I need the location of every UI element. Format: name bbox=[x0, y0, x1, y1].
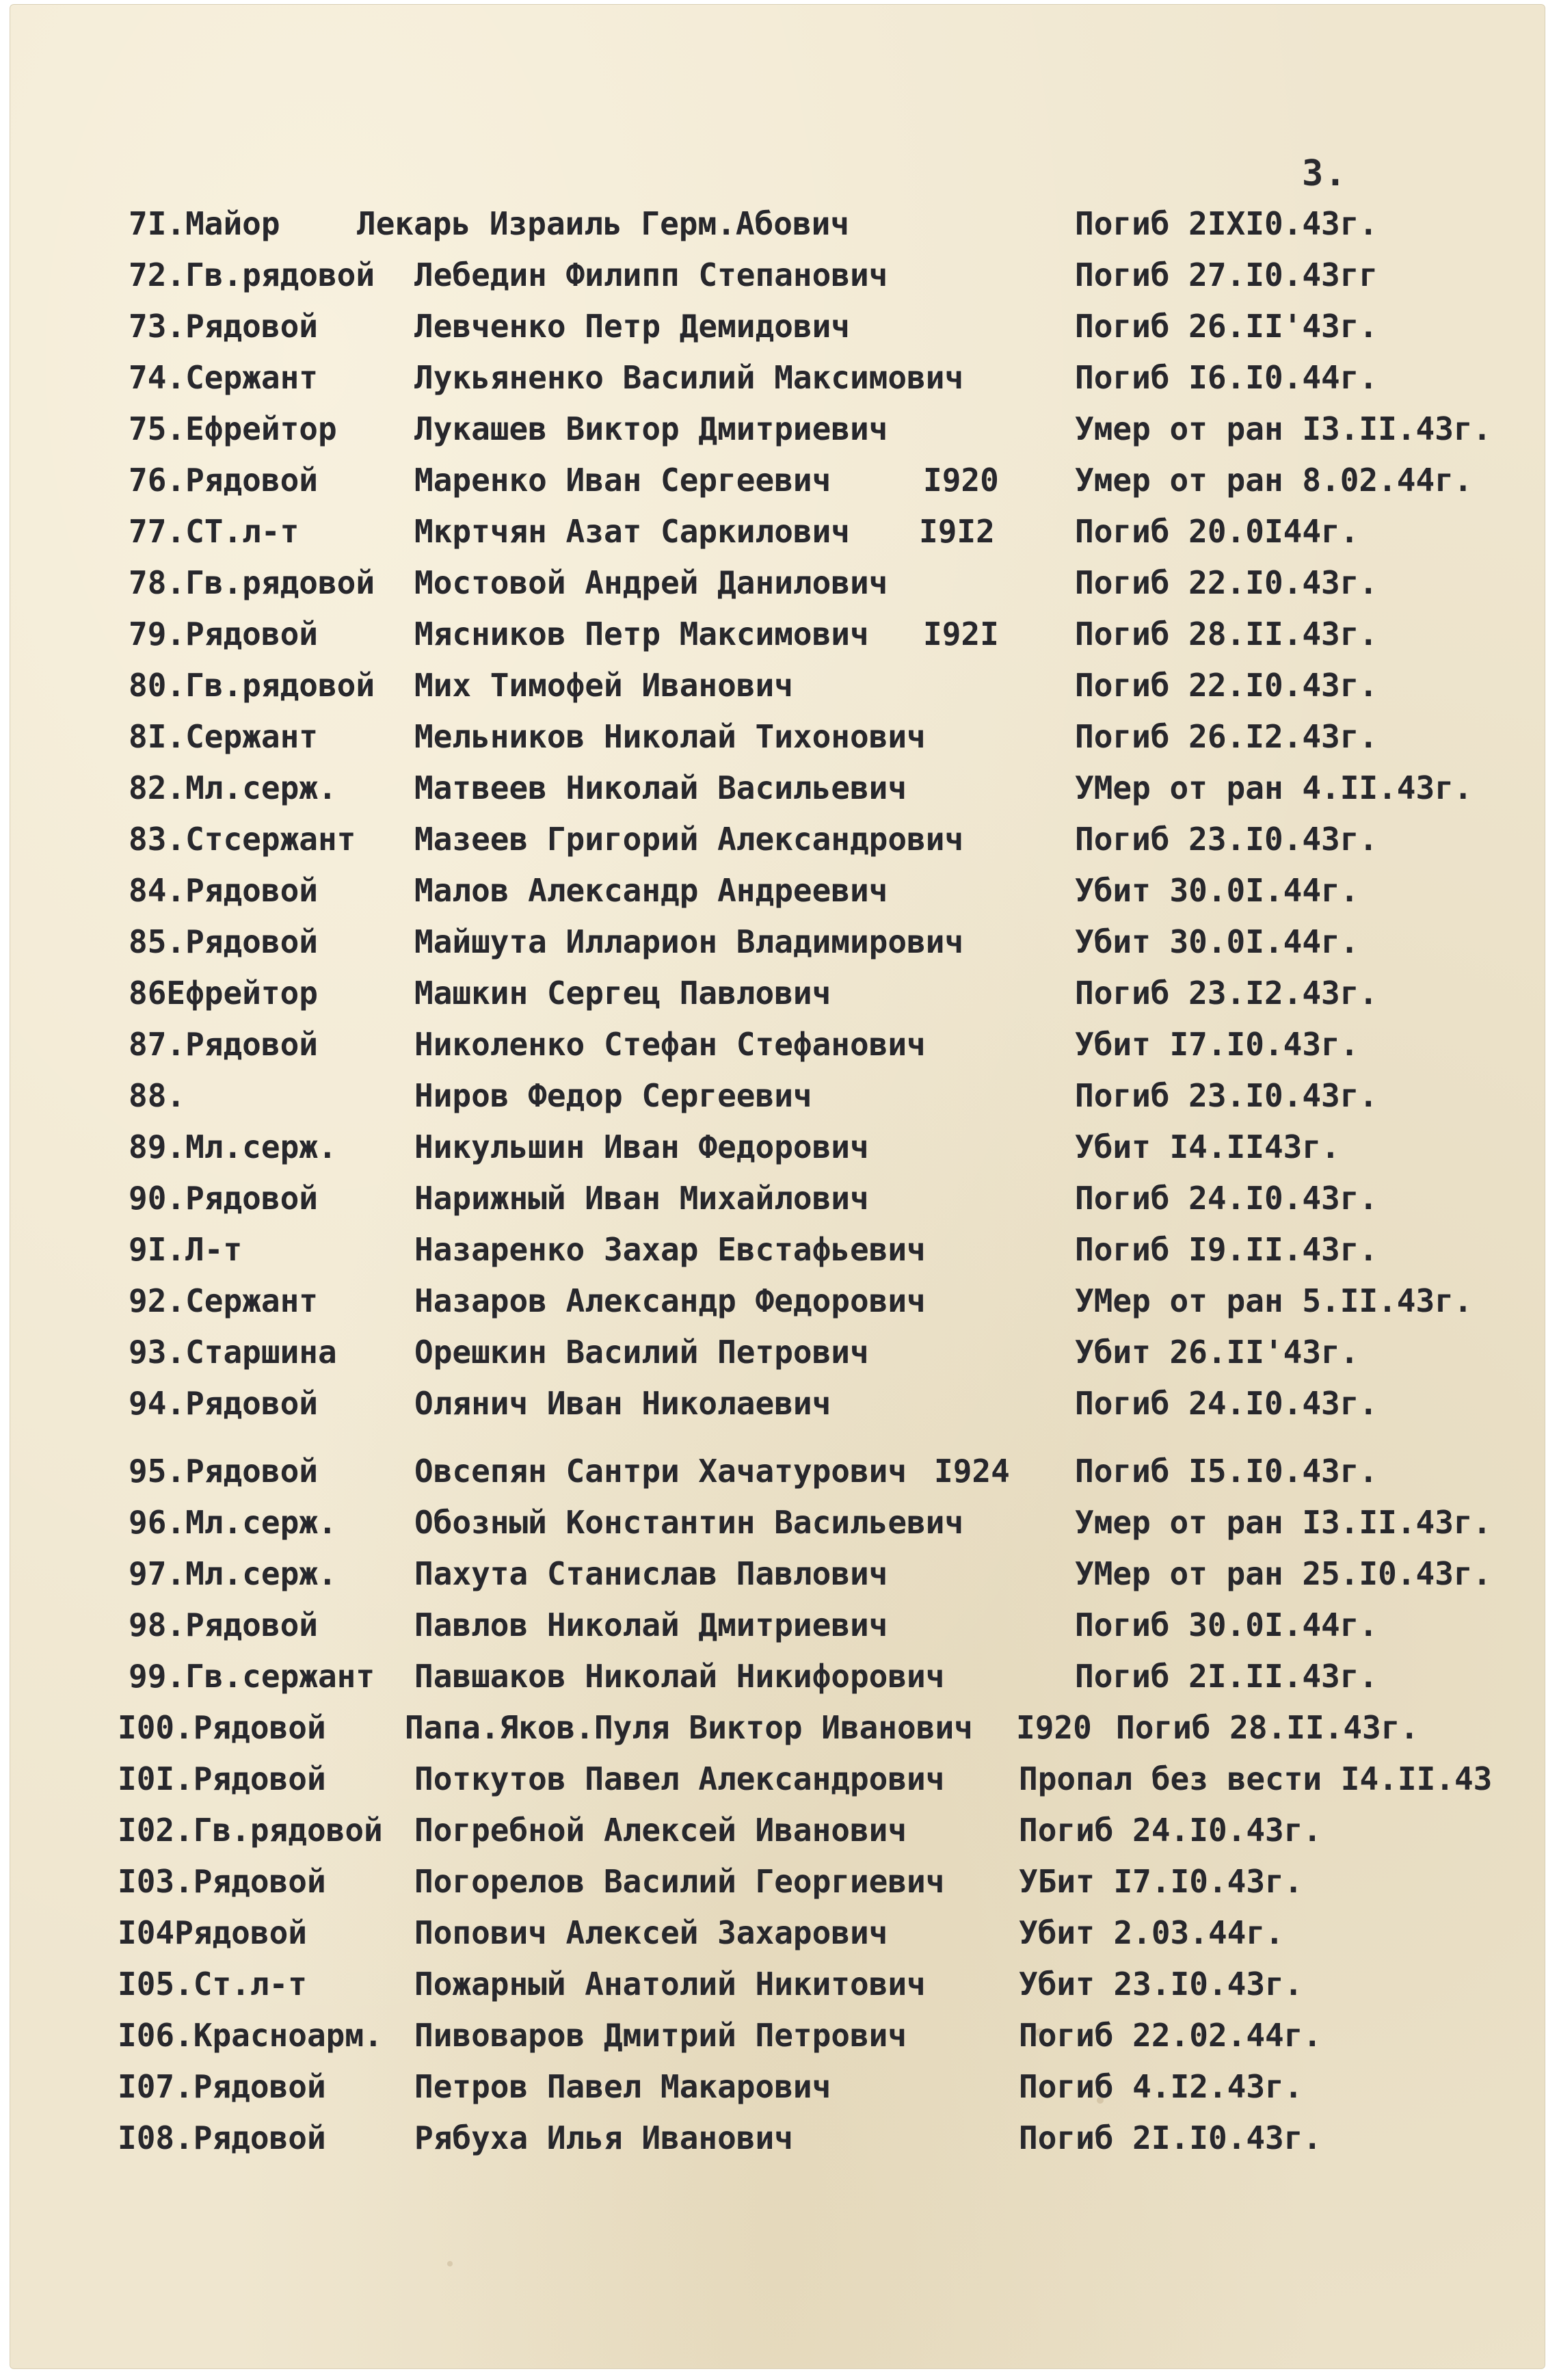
list-item bbox=[0, 1907, 1559, 1959]
entry-rank: Рядовой bbox=[193, 2119, 326, 2156]
entry-status: УБит I7.I0.43г. bbox=[1019, 1863, 1303, 1900]
list-item bbox=[0, 814, 1559, 865]
entry-rank: Мл.серж. bbox=[185, 1504, 337, 1541]
entry-full-name: Мостовой Андрей Данилович bbox=[414, 564, 888, 601]
list-item bbox=[0, 1497, 1559, 1548]
entry-number-rank bbox=[118, 2113, 326, 2164]
entry-status: Умер от ран 8.02.44г. bbox=[1075, 462, 1473, 499]
entry-number-rank bbox=[129, 250, 375, 301]
list-item bbox=[0, 1651, 1559, 1702]
entry-number-rank bbox=[118, 1754, 326, 1805]
list-item bbox=[0, 404, 1559, 455]
entry-full-name: Лукашев Виктор Дмитриевич bbox=[414, 410, 888, 447]
entry-number: 72. bbox=[129, 256, 186, 293]
entry-rank: СТ.л-т bbox=[185, 513, 299, 550]
entry-number-rank bbox=[129, 1446, 318, 1497]
entry-status: Погиб 30.0I.44г. bbox=[1075, 1606, 1378, 1643]
entry-full-name: Мазеев Григорий Александрович bbox=[414, 821, 964, 858]
entry-status: Умер от ран I3.II.43г. bbox=[1075, 1504, 1492, 1541]
entry-number-rank bbox=[129, 916, 318, 968]
entry-rank: Рядовой bbox=[193, 1760, 326, 1797]
entry-number-rank bbox=[129, 865, 318, 916]
entry-rank: Мл.серж. bbox=[185, 1128, 337, 1165]
list-item bbox=[0, 1856, 1559, 1907]
entry-status: Погиб 28.II.43г. bbox=[1116, 1709, 1420, 1746]
list-item bbox=[0, 916, 1559, 968]
entry-full-name: Пожарный Анатолий Никитович bbox=[414, 1966, 926, 2002]
entry-full-name: Майшута Илларион Владимирович bbox=[414, 923, 964, 960]
entry-number: I06. bbox=[118, 2017, 194, 2054]
entry-full-name: Назаренко Захар Евстафьевич bbox=[414, 1231, 926, 1268]
entry-status: Погиб 2I.I0.43г. bbox=[1019, 2119, 1322, 2156]
entry-number-rank bbox=[129, 557, 375, 609]
entry-status: Погиб 22.02.44г. bbox=[1019, 2017, 1322, 2054]
entry-number: 85. bbox=[129, 923, 186, 960]
entry-full-name: Лукьяненко Василий Максимович bbox=[414, 359, 964, 396]
entry-number-rank bbox=[129, 455, 318, 506]
entry-full-name: Маренко Иван Сергеевич bbox=[414, 462, 831, 499]
list-item bbox=[0, 1019, 1559, 1070]
entry-rank: Мл.серж. bbox=[185, 769, 337, 806]
list-item bbox=[0, 1600, 1559, 1651]
entry-number: 73. bbox=[129, 308, 186, 345]
list-item bbox=[0, 2113, 1559, 2164]
entry-status: Погиб 2IXI0.43г. bbox=[1075, 205, 1378, 242]
entry-number-rank bbox=[118, 1702, 326, 1754]
entry-number: 93. bbox=[129, 1334, 186, 1371]
entry-number: 87. bbox=[129, 1026, 186, 1063]
entry-status: Погиб I9.II.43г. bbox=[1075, 1231, 1378, 1268]
entry-rank: Рядовой bbox=[193, 1863, 326, 1900]
entry-status: Погиб 24.I0.43г. bbox=[1075, 1385, 1378, 1422]
entry-full-name: Петров Павел Макарович bbox=[414, 2068, 831, 2105]
entry-number: 82. bbox=[129, 769, 186, 806]
list-item bbox=[0, 352, 1559, 404]
entry-status: УМер от ран 5.II.43г. bbox=[1075, 1282, 1473, 1319]
entry-number-rank bbox=[129, 1224, 242, 1275]
list-item bbox=[0, 1805, 1559, 1856]
entry-birth-year: I920 bbox=[923, 462, 999, 499]
entry-status: Погиб 20.0I44г. bbox=[1075, 513, 1359, 550]
entry-rank: Рядовой bbox=[185, 1453, 318, 1490]
entry-rank: Рядовой bbox=[193, 2068, 326, 2105]
entry-full-name: Папа.Яков.Пуля Виктор Иванович bbox=[405, 1709, 973, 1746]
entry-number: I02. bbox=[118, 1812, 194, 1849]
entry-number: 80. bbox=[129, 667, 186, 704]
entry-full-name: Мельников Николай Тихонович bbox=[414, 718, 926, 755]
entry-full-name: Малов Александр Андреевич bbox=[414, 872, 888, 909]
entry-full-name: Никульшин Иван Федорович bbox=[414, 1128, 869, 1165]
entry-birth-year: I920 bbox=[1016, 1709, 1092, 1746]
entry-status: Погиб I5.I0.43г. bbox=[1075, 1453, 1378, 1490]
entry-rank: Рядовой bbox=[174, 1914, 307, 1951]
entry-number-rank bbox=[129, 1651, 375, 1702]
entry-number-rank bbox=[129, 1122, 337, 1173]
entry-number: 99. bbox=[129, 1658, 186, 1695]
entry-rank: Гв.рядовой bbox=[193, 1812, 383, 1849]
entry-rank: Ст.л-т bbox=[193, 1966, 307, 2002]
entry-status: Убит I7.I0.43г. bbox=[1075, 1026, 1359, 1063]
entry-full-name: Поткутов Павел Александрович bbox=[414, 1760, 945, 1797]
entry-status: Убит 23.I0.43г. bbox=[1019, 1966, 1303, 2002]
entry-status: Погиб 26.I2.43г. bbox=[1075, 718, 1378, 755]
entry-status: Погиб 22.I0.43г. bbox=[1075, 667, 1378, 704]
entry-number: 83. bbox=[129, 821, 186, 858]
entry-number: 9I. bbox=[129, 1231, 186, 1268]
entry-full-name: Мих Тимофей Иванович bbox=[414, 667, 793, 704]
entry-number: 86 bbox=[129, 975, 167, 1012]
list-item bbox=[0, 1224, 1559, 1275]
entry-rank: Гв.сержант bbox=[185, 1658, 375, 1695]
entry-number-rank bbox=[118, 1805, 383, 1856]
entry-full-name: Обозный Константин Васильевич bbox=[414, 1504, 964, 1541]
list-item bbox=[0, 1122, 1559, 1173]
entry-status: Убит 2.03.44г. bbox=[1019, 1914, 1284, 1951]
entry-full-name: Лекарь Израиль Герм.Абович bbox=[357, 205, 850, 242]
list-item bbox=[0, 609, 1559, 660]
entry-full-name: Погребной Алексей Иванович bbox=[414, 1812, 907, 1849]
list-item bbox=[0, 1548, 1559, 1600]
entry-number: 94. bbox=[129, 1385, 186, 1422]
list-item bbox=[0, 763, 1559, 814]
entry-status: Погиб 23.I0.43г. bbox=[1075, 1077, 1378, 1114]
entry-number: 89. bbox=[129, 1128, 186, 1165]
entry-number-rank bbox=[129, 1275, 318, 1327]
entry-status: Убит 30.0I.44г. bbox=[1075, 872, 1359, 909]
entry-status: Погиб I6.I0.44г. bbox=[1075, 359, 1378, 396]
entry-rank: Рядовой bbox=[185, 923, 318, 960]
list-item bbox=[0, 506, 1559, 557]
entry-rank: Рядовой bbox=[185, 1180, 318, 1217]
entry-full-name: Назаров Александр Федорович bbox=[414, 1282, 926, 1319]
entry-number: 92. bbox=[129, 1282, 186, 1319]
entry-number: 96. bbox=[129, 1504, 186, 1541]
entry-full-name: Орешкин Василий Петрович bbox=[414, 1334, 869, 1371]
entry-full-name: Мясников Петр Максимович bbox=[414, 616, 869, 652]
entry-rank: Майор bbox=[185, 205, 280, 242]
list-item bbox=[0, 1070, 1559, 1122]
entry-full-name: Попович Алексей Захарович bbox=[414, 1914, 888, 1951]
entry-number-rank bbox=[118, 2010, 383, 2061]
entry-rank: Сержант bbox=[185, 718, 318, 755]
entry-birth-year: I9I2 bbox=[919, 513, 995, 550]
list-item bbox=[0, 198, 1559, 250]
entry-rank: Ефрейтор bbox=[166, 975, 318, 1012]
entry-number: I05. bbox=[118, 1966, 194, 2002]
entry-full-name: Николенко Стефан Стефанович bbox=[414, 1026, 926, 1063]
entry-rank: Мл.серж. bbox=[185, 1555, 337, 1592]
entry-number: 95. bbox=[129, 1453, 186, 1490]
list-item bbox=[0, 557, 1559, 609]
list-item bbox=[0, 250, 1559, 301]
list-item bbox=[0, 865, 1559, 916]
entry-number-rank bbox=[129, 404, 337, 455]
casualty-list bbox=[0, 198, 1559, 2164]
entry-number: I07. bbox=[118, 2068, 194, 2105]
entry-number: 98. bbox=[129, 1606, 186, 1643]
entry-number-rank bbox=[129, 711, 318, 763]
entry-birth-year: I92I bbox=[923, 616, 999, 652]
entry-number: I0I. bbox=[118, 1760, 194, 1797]
entry-rank: Гв.рядовой bbox=[185, 667, 375, 704]
entry-rank: Гв.рядовой bbox=[185, 256, 375, 293]
entry-number: 90. bbox=[129, 1180, 186, 1217]
entry-status: УМер от ран 25.I0.43г. bbox=[1075, 1555, 1492, 1592]
entry-number-rank bbox=[129, 1070, 185, 1122]
entry-number: 76. bbox=[129, 462, 186, 499]
entry-status: Погиб 2I.II.43г. bbox=[1075, 1658, 1378, 1695]
entry-number: I03. bbox=[118, 1863, 194, 1900]
entry-number-rank bbox=[118, 1959, 307, 2010]
entry-rank: Рядовой bbox=[185, 308, 318, 345]
page-number: 3. bbox=[1302, 153, 1348, 194]
entry-number: 97. bbox=[129, 1555, 186, 1592]
list-item bbox=[0, 2061, 1559, 2113]
list-item bbox=[0, 1446, 1559, 1497]
entry-full-name: Пахута Станислав Павлович bbox=[414, 1555, 888, 1592]
list-item bbox=[0, 2010, 1559, 2061]
entry-number: 88. bbox=[129, 1077, 186, 1114]
entry-status: Погиб 4.I2.43г. bbox=[1019, 2068, 1303, 2105]
entry-number-rank bbox=[129, 1327, 337, 1378]
entry-status: Убит I4.II43г. bbox=[1075, 1128, 1340, 1165]
entry-full-name: Нарижный Иван Михайлович bbox=[414, 1180, 869, 1217]
entry-number-rank bbox=[118, 1907, 307, 1959]
entry-rank: Сержант bbox=[185, 359, 318, 396]
entry-number-rank bbox=[129, 1378, 318, 1429]
entry-status: Погиб 22.I0.43г. bbox=[1075, 564, 1378, 601]
list-item bbox=[0, 1173, 1559, 1224]
entry-full-name: Матвеев Николай Васильевич bbox=[414, 769, 907, 806]
entry-status: Убит 26.II'43г. bbox=[1075, 1334, 1359, 1371]
entry-status: Убит 30.0I.44г. bbox=[1075, 923, 1359, 960]
entry-full-name: Павшаков Николай Никифорович bbox=[414, 1658, 945, 1695]
entry-rank: Рядовой bbox=[185, 1026, 318, 1063]
entry-birth-year: I924 bbox=[934, 1453, 1010, 1490]
entry-full-name: Погорелов Василий Георгиевич bbox=[414, 1863, 945, 1900]
paper-stain bbox=[447, 2261, 453, 2266]
entry-full-name: Мкртчян Азат Саркилович bbox=[414, 513, 850, 550]
entry-number-rank bbox=[129, 763, 337, 814]
entry-rank: Рядовой bbox=[185, 1606, 318, 1643]
entry-full-name: Левченко Петр Демидович bbox=[414, 308, 850, 345]
entry-rank: Рядовой bbox=[185, 1385, 318, 1422]
entry-number-rank bbox=[129, 1173, 318, 1224]
entry-number-rank bbox=[129, 301, 318, 352]
entry-number-rank bbox=[129, 506, 299, 557]
list-item bbox=[0, 1327, 1559, 1378]
entry-full-name: Пивоваров Дмитрий Петрович bbox=[414, 2017, 907, 2054]
entry-rank: Л-т bbox=[185, 1231, 243, 1268]
entry-number: I00. bbox=[118, 1709, 194, 1746]
entry-rank: Рядовой bbox=[185, 872, 318, 909]
entry-rank: Ефрейтор bbox=[185, 410, 337, 447]
entry-full-name: Олянич Иван Николаевич bbox=[414, 1385, 831, 1422]
entry-rank: Рядовой bbox=[185, 462, 318, 499]
entry-status: УМер от ран 4.II.43г. bbox=[1075, 769, 1473, 806]
entry-number-rank bbox=[129, 1497, 337, 1548]
entry-number: 8I. bbox=[129, 718, 186, 755]
entry-number-rank bbox=[118, 1856, 326, 1907]
entry-number: 84. bbox=[129, 872, 186, 909]
entry-status: Умер от ран I3.II.43г. bbox=[1075, 410, 1492, 447]
entry-number: I08. bbox=[118, 2119, 194, 2156]
entry-status: Погиб 27.I0.43гг bbox=[1075, 256, 1378, 293]
entry-full-name: Ниров Федор Сергеевич bbox=[414, 1077, 812, 1114]
list-item bbox=[0, 968, 1559, 1019]
list-item bbox=[0, 1702, 1559, 1754]
entry-status: Погиб 23.I0.43г. bbox=[1075, 821, 1378, 858]
list-item bbox=[0, 711, 1559, 763]
entry-full-name: Машкин Сергец Павлович bbox=[414, 975, 831, 1012]
list-item bbox=[0, 455, 1559, 506]
entry-full-name: Овсепян Сантри Хачатурович bbox=[414, 1453, 907, 1490]
entry-status: Погиб 26.II'43г. bbox=[1075, 308, 1378, 345]
entry-number-rank bbox=[129, 198, 280, 250]
entry-number: 78. bbox=[129, 564, 186, 601]
entry-rank: Красноарм. bbox=[193, 2017, 383, 2054]
entry-rank: Стсержант bbox=[185, 821, 356, 858]
list-item bbox=[0, 1275, 1559, 1327]
entry-rank: Старшина bbox=[185, 1334, 337, 1371]
entry-status: Пропал без вести I4.II.43 bbox=[1019, 1760, 1493, 1797]
entry-number-rank bbox=[129, 1019, 318, 1070]
list-item bbox=[0, 1959, 1559, 2010]
list-item bbox=[0, 1754, 1559, 1805]
entry-number-rank bbox=[129, 609, 318, 660]
entry-number-rank bbox=[129, 1600, 318, 1651]
entry-number: 75. bbox=[129, 410, 186, 447]
list-item bbox=[0, 301, 1559, 352]
entry-rank: Рядовой bbox=[185, 616, 318, 652]
entry-status: Погиб 23.I2.43г. bbox=[1075, 975, 1378, 1012]
entry-full-name: Лебедин Филипп Степанович bbox=[414, 256, 888, 293]
entry-number: 77. bbox=[129, 513, 186, 550]
entry-status: Погиб 24.I0.43г. bbox=[1019, 1812, 1322, 1849]
entry-number: 79. bbox=[129, 616, 186, 652]
entry-number: 7I. bbox=[129, 205, 186, 242]
entry-number-rank bbox=[129, 352, 318, 404]
entry-number-rank bbox=[129, 660, 375, 711]
entry-number-rank bbox=[118, 2061, 326, 2113]
entry-number: 74. bbox=[129, 359, 186, 396]
list-item bbox=[0, 660, 1559, 711]
entry-number-rank bbox=[129, 968, 318, 1019]
entry-rank: Гв.рядовой bbox=[185, 564, 375, 601]
entry-number-rank bbox=[129, 1548, 337, 1600]
list-item bbox=[0, 1378, 1559, 1429]
entry-rank: Рядовой bbox=[193, 1709, 326, 1746]
entry-full-name: Павлов Николай Дмитриевич bbox=[414, 1606, 888, 1643]
entry-number-rank bbox=[129, 814, 356, 865]
entry-rank: Сержант bbox=[185, 1282, 318, 1319]
entry-status: Погиб 24.I0.43г. bbox=[1075, 1180, 1378, 1217]
entry-status: Погиб 28.II.43г. bbox=[1075, 616, 1378, 652]
entry-full-name: Рябуха Илья Иванович bbox=[414, 2119, 793, 2156]
entry-number: I04 bbox=[118, 1914, 175, 1951]
